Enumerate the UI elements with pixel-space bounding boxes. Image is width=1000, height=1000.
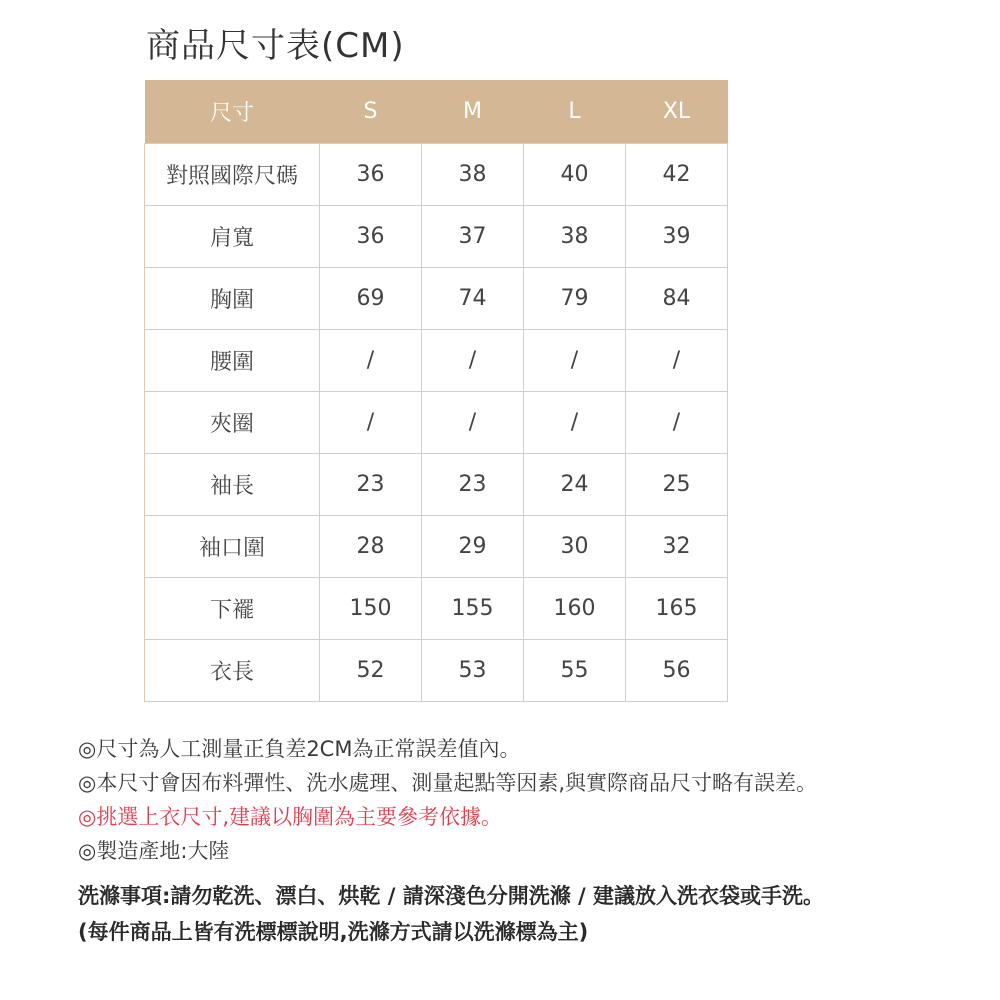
cell-value: / bbox=[524, 392, 626, 454]
cell-value: 52 bbox=[320, 640, 422, 702]
cell-value: / bbox=[626, 392, 728, 454]
cell-value: 38 bbox=[422, 144, 524, 206]
table-row bbox=[145, 144, 728, 206]
header-size-s: S bbox=[320, 80, 422, 144]
header-size-m: M bbox=[422, 80, 524, 144]
table-row bbox=[145, 516, 728, 578]
cell-value: 84 bbox=[626, 268, 728, 330]
row-label: 對照國際尺碼 bbox=[145, 144, 320, 206]
cell-value: 160 bbox=[524, 578, 626, 640]
cell-value: / bbox=[320, 330, 422, 392]
cell-value: 53 bbox=[422, 640, 524, 702]
table-row bbox=[145, 640, 728, 702]
cell-value: 23 bbox=[320, 454, 422, 516]
row-label: 衣長 bbox=[145, 640, 320, 702]
size-table bbox=[144, 80, 728, 702]
cell-value: / bbox=[320, 392, 422, 454]
row-label: 腰圍 bbox=[145, 330, 320, 392]
cell-value: 32 bbox=[626, 516, 728, 578]
table-row bbox=[145, 578, 728, 640]
row-label: 袖長 bbox=[145, 454, 320, 516]
care-label-note: (每件商品上皆有洗標標說明,洗滌方式請以洗滌標為主) bbox=[78, 920, 589, 944]
note-measurement-tolerance: ◎尺寸為人工測量正負差2CM為正常誤差值內。 bbox=[78, 737, 521, 761]
cell-value: 25 bbox=[626, 454, 728, 516]
page-title: 商品尺寸表(CM) bbox=[146, 26, 405, 66]
row-label: 肩寬 bbox=[145, 206, 320, 268]
cell-value: 56 bbox=[626, 640, 728, 702]
cell-value: 37 bbox=[422, 206, 524, 268]
cell-value: 155 bbox=[422, 578, 524, 640]
table-row bbox=[145, 454, 728, 516]
cell-value: / bbox=[626, 330, 728, 392]
header-size-xl: XL bbox=[626, 80, 728, 144]
table-row bbox=[145, 392, 728, 454]
cell-value: / bbox=[422, 392, 524, 454]
cell-value: 165 bbox=[626, 578, 728, 640]
header-size-l: L bbox=[524, 80, 626, 144]
cell-value: 36 bbox=[320, 144, 422, 206]
cell-value: 39 bbox=[626, 206, 728, 268]
cell-value: 38 bbox=[524, 206, 626, 268]
cell-value: 69 bbox=[320, 268, 422, 330]
cell-value: 23 bbox=[422, 454, 524, 516]
care-instructions: 洗滌事項:請勿乾洗、漂白、烘乾 / 請深淺色分開洗滌 / 建議放入洗衣袋或手洗。 bbox=[78, 884, 824, 908]
cell-value: 79 bbox=[524, 268, 626, 330]
row-label: 夾圈 bbox=[145, 392, 320, 454]
table-row bbox=[145, 206, 728, 268]
cell-value: 55 bbox=[524, 640, 626, 702]
cell-value: 28 bbox=[320, 516, 422, 578]
row-label: 袖口圍 bbox=[145, 516, 320, 578]
row-label: 胸圍 bbox=[145, 268, 320, 330]
cell-value: 150 bbox=[320, 578, 422, 640]
cell-value: / bbox=[422, 330, 524, 392]
note-fabric-variance: ◎本尺寸會因布料彈性、洗水處理、測量起點等因素,與實際商品尺寸略有誤差。 bbox=[78, 771, 817, 795]
table-row bbox=[145, 330, 728, 392]
note-origin: ◎製造產地:大陸 bbox=[78, 839, 230, 863]
cell-value: 36 bbox=[320, 206, 422, 268]
cell-value: 42 bbox=[626, 144, 728, 206]
table-header-row bbox=[145, 80, 728, 144]
table-row bbox=[145, 268, 728, 330]
row-label: 下襬 bbox=[145, 578, 320, 640]
notes-section bbox=[78, 732, 988, 950]
cell-value: 24 bbox=[524, 454, 626, 516]
cell-value: 40 bbox=[524, 144, 626, 206]
cell-value: / bbox=[524, 330, 626, 392]
header-size-label: 尺寸 bbox=[145, 80, 320, 144]
cell-value: 30 bbox=[524, 516, 626, 578]
cell-value: 74 bbox=[422, 268, 524, 330]
cell-value: 29 bbox=[422, 516, 524, 578]
note-size-advice: ◎挑選上衣尺寸,建議以胸圍為主要參考依據。 bbox=[78, 805, 502, 829]
